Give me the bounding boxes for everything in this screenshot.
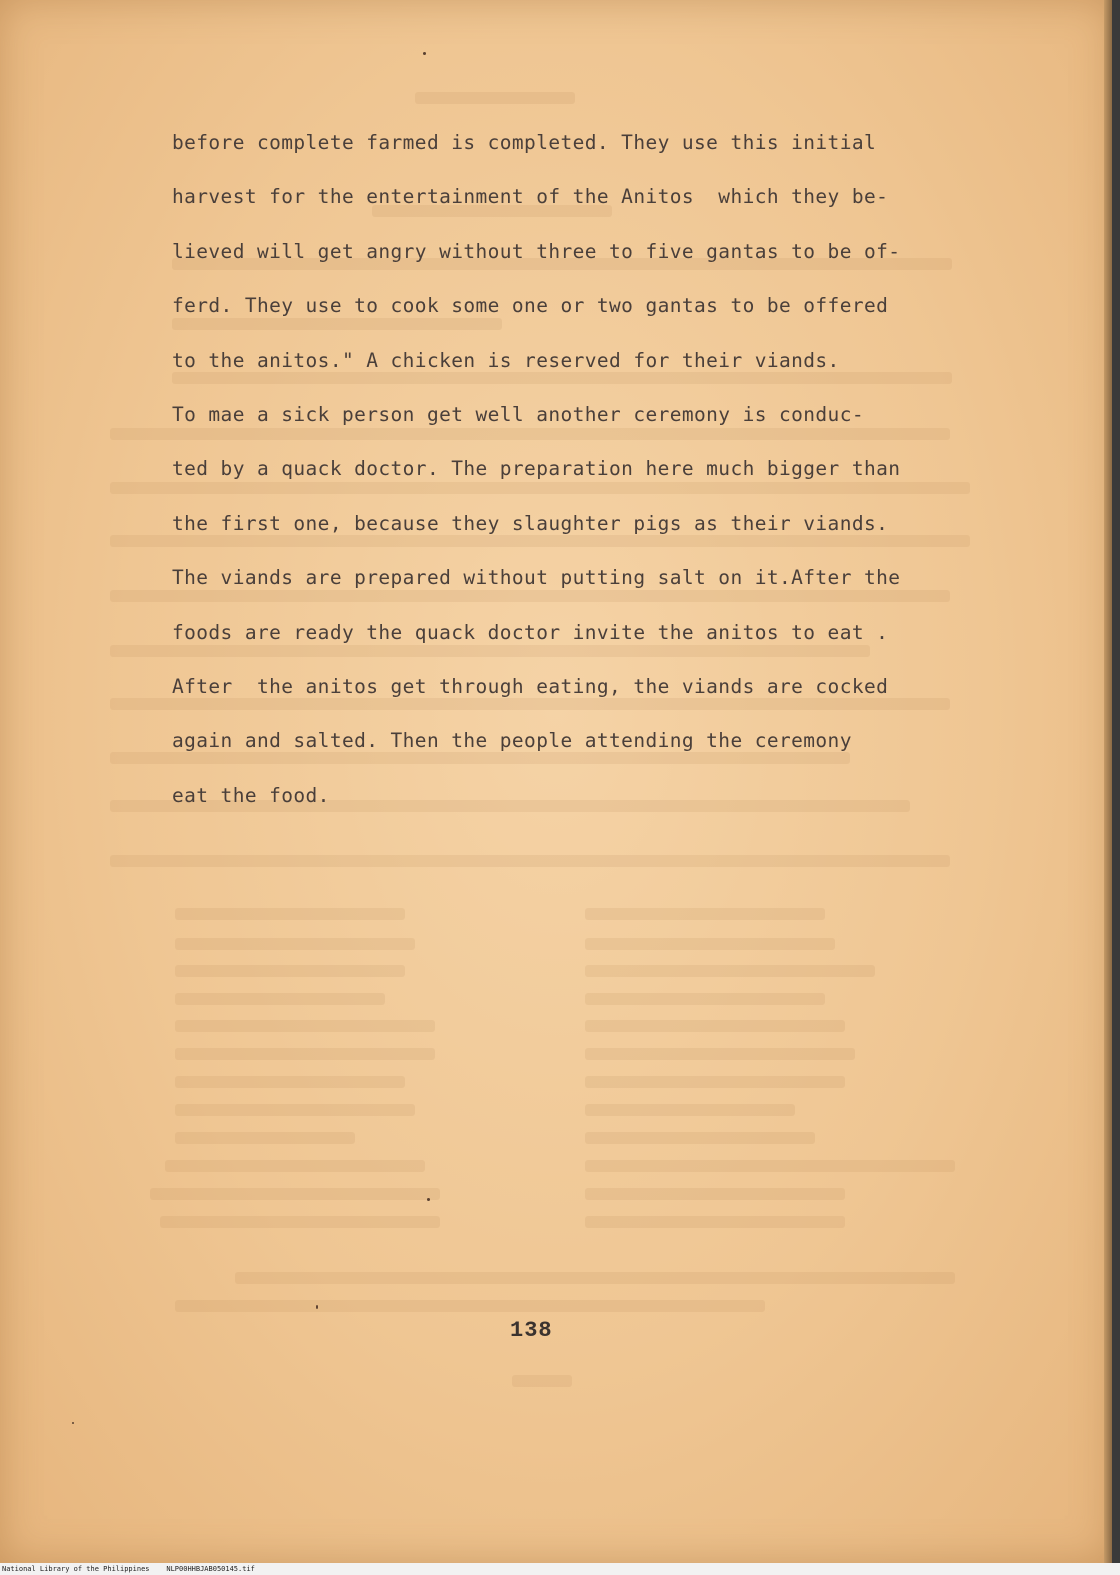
- paper-speck: [427, 1198, 430, 1201]
- text-line: To mae a sick person get well another ceremony is conduc-: [172, 402, 864, 426]
- footer-institution: National Library of the Philippines: [2, 1565, 150, 1573]
- text-line: again and salted. Then the people attending the ceremony: [172, 729, 852, 753]
- text-line: The viands are prepared without putting salt on it.After the: [172, 566, 901, 590]
- typed-paragraph: [172, 128, 1002, 835]
- text-line: to the anitos." A chicken is reserved for their viands.: [172, 348, 840, 372]
- paper-speck: [423, 52, 426, 55]
- text-line: before complete farmed is completed. They use this initial: [172, 131, 877, 154]
- paper-speck: [316, 1305, 318, 1309]
- text-line: lieved will get angry without three to five gantas to be of-: [172, 239, 901, 263]
- footer-filename: NLP00HHBJAB050145.tif: [166, 1565, 255, 1573]
- text-line: the first one, because they slaughter pigs as their viands.: [172, 511, 889, 535]
- text-line: ferd. They use to cook some one or two gantas to be offered: [172, 294, 889, 318]
- text-line: ted by a quack doctor. The preparation here much bigger than: [172, 457, 901, 481]
- paper-speck: [72, 1422, 74, 1424]
- text-line: eat the food.: [172, 783, 330, 807]
- text-line: foods are ready the quack doctor invite the anitos to eat .: [172, 620, 889, 644]
- scan-footer: [0, 1563, 1120, 1575]
- page-edge: [1104, 0, 1112, 1563]
- text-line: harvest for the entertainment of the Anitos which they be-: [172, 185, 889, 209]
- page-number: 138: [510, 1318, 553, 1343]
- text-line: After the anitos get through eating, the viands are cocked: [172, 674, 889, 698]
